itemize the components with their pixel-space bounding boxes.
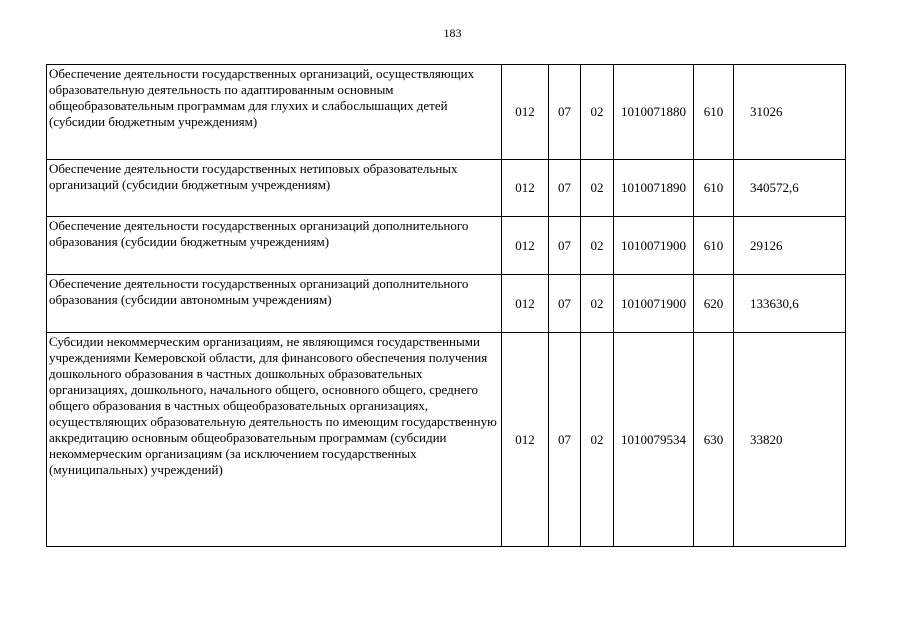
expense-type-code: 620	[694, 275, 734, 333]
section-code: 07	[549, 160, 581, 217]
grbs-code: 012	[502, 275, 549, 333]
target-article-code: 1010071900	[614, 217, 694, 275]
target-article-code: 1010071900	[614, 275, 694, 333]
subsection-code: 02	[581, 160, 614, 217]
row-description: Субсидии некоммерческим организациям, не являющимся государственными учреждениями Кемеровской области, для финансового обеспечения получения дошкольного образования в частных дошкольных образовательных организациях, дошкольного, начального общего, основного общего, среднего общего образования в частных общеобразовательных организациях, осуществляющих образовательную деятельность по имеющим государственную аккредитацию основным общеобразовательным программам (субсидии некоммерческим организациям (за исключением государственных (муниципальных) учреждений)	[47, 333, 502, 547]
row-description: Обеспечение деятельности государственных организаций дополнительного образования (субсидии автономным учреждениям)	[47, 275, 502, 333]
grbs-code: 012	[502, 160, 549, 217]
amount-value: 31026	[734, 65, 846, 160]
expense-type-code: 610	[694, 160, 734, 217]
grbs-code: 012	[502, 65, 549, 160]
table-row	[47, 160, 846, 217]
target-article-code: 1010071890	[614, 160, 694, 217]
amount-value: 133630,6	[734, 275, 846, 333]
grbs-code: 012	[502, 217, 549, 275]
table-row	[47, 65, 846, 160]
expense-type-code: 630	[694, 333, 734, 547]
subsection-code: 02	[581, 333, 614, 547]
expense-type-code: 610	[694, 65, 734, 160]
subsection-code: 02	[581, 65, 614, 160]
table-row	[47, 275, 846, 333]
amount-value: 33820	[734, 333, 846, 547]
table-row	[47, 333, 846, 547]
section-code: 07	[549, 65, 581, 160]
page-number: 183	[443, 26, 462, 40]
table-row	[47, 217, 846, 275]
row-description: Обеспечение деятельности государственных организаций, осуществляющих образовательную деятельность по адаптированным основным общеобразовательным программам для глухих и слабослышащих детей (субсидии бюджетным учреждениям)	[47, 65, 502, 160]
expense-type-code: 610	[694, 217, 734, 275]
target-article-code: 1010079534	[614, 333, 694, 547]
row-description: Обеспечение деятельности государственных организаций дополнительного образования (субсидии бюджетным учреждениям)	[47, 217, 502, 275]
budget-table	[46, 64, 846, 547]
section-code: 07	[549, 333, 581, 547]
subsection-code: 02	[581, 217, 614, 275]
row-description: Обеспечение деятельности государственных нетиповых образовательных организаций (субсидии бюджетным учреждениям)	[47, 160, 502, 217]
amount-value: 340572,6	[734, 160, 846, 217]
target-article-code: 1010071880	[614, 65, 694, 160]
subsection-code: 02	[581, 275, 614, 333]
grbs-code: 012	[502, 333, 549, 547]
section-code: 07	[549, 275, 581, 333]
section-code: 07	[549, 217, 581, 275]
amount-value: 29126	[734, 217, 846, 275]
